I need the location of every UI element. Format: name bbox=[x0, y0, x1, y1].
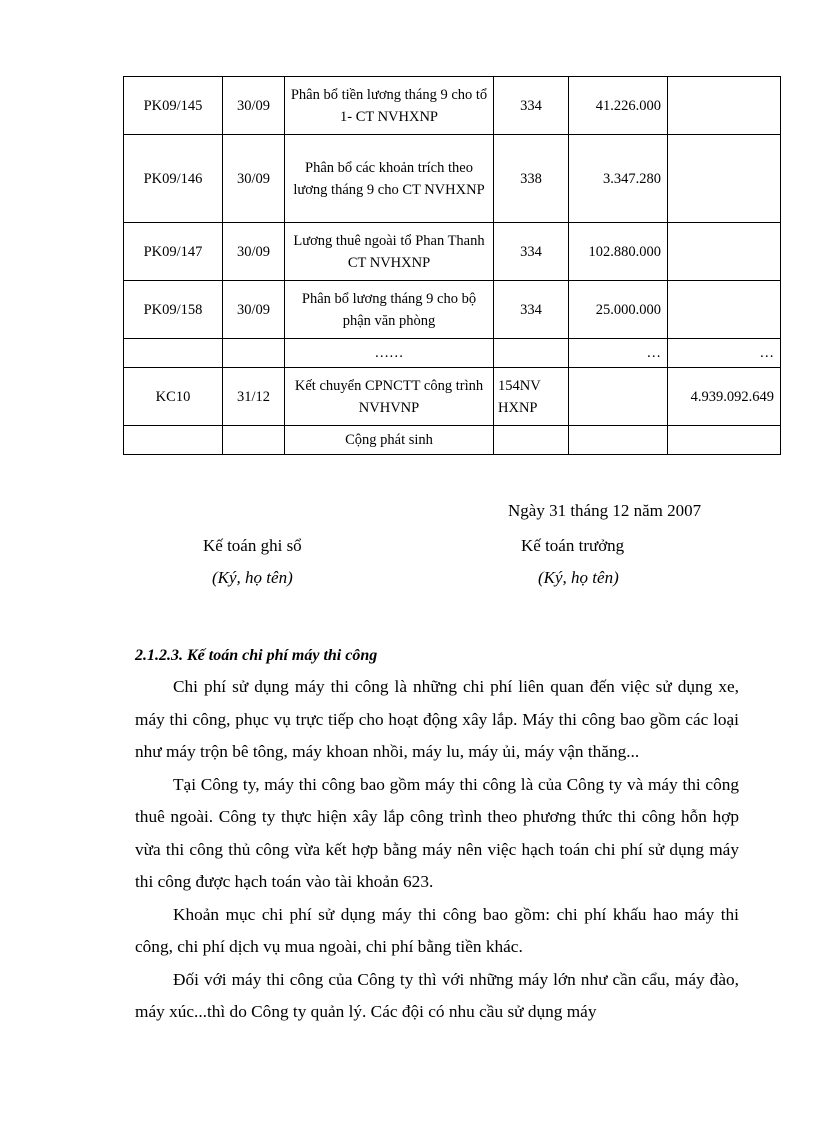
table-row bbox=[124, 281, 781, 339]
description-cell: Cộng phát sinh bbox=[285, 426, 494, 455]
debit-cell: 41.226.000 bbox=[569, 77, 668, 135]
right-signer-note: (Ký, họ tên) bbox=[538, 568, 619, 587]
voucher-cell: PK09/158 bbox=[124, 281, 223, 339]
account-cell: 334 bbox=[494, 77, 569, 135]
date-cell: 30/09 bbox=[223, 223, 285, 281]
date-cell: 31/12 bbox=[223, 368, 285, 426]
paragraph: Chi phí sử dụng máy thi công là những chi phí liên quan đến việc sử dụng xe, máy thi công, phục vụ trực tiếp cho hoạt động xây lắp. Máy thi công bao gồm các loại như máy trộn bê tông, máy khoan nhồi, máy lu, máy ủi, máy vận thăng... bbox=[135, 677, 739, 761]
voucher-cell: PK09/145 bbox=[124, 77, 223, 135]
account-cell: 154NV HXNP bbox=[494, 368, 569, 426]
left-signer-title: Kế toán ghi sổ bbox=[203, 536, 302, 555]
account-cell: 334 bbox=[494, 223, 569, 281]
description-cell: …… bbox=[285, 339, 494, 368]
description-cell: Lương thuê ngoài tổ Phan Thanh CT NVHXNP bbox=[285, 223, 494, 281]
credit-cell bbox=[668, 281, 781, 339]
paragraph: Khoản mục chi phí sử dụng máy thi công bao gồm: chi phí khấu hao máy thi công, chi phí dịch vụ mua ngoài, chi phí bằng tiền khác. bbox=[135, 904, 739, 956]
section-body bbox=[135, 645, 739, 1029]
account-cell bbox=[494, 426, 569, 455]
credit-cell bbox=[668, 426, 781, 455]
section-heading: 2.1.2.3. Kế toán chi phí máy thi công bbox=[135, 647, 378, 664]
voucher-cell bbox=[124, 339, 223, 368]
credit-cell bbox=[668, 223, 781, 281]
left-signer-note: (Ký, họ tên) bbox=[212, 568, 293, 587]
credit-cell bbox=[668, 77, 781, 135]
description-cell: Phân bổ tiền lương tháng 9 cho tổ 1- CT NVHXNP bbox=[285, 77, 494, 135]
date-cell: 30/09 bbox=[223, 281, 285, 339]
date-cell: 30/09 bbox=[223, 77, 285, 135]
right-signer-title: Kế toán trưởng bbox=[521, 536, 625, 555]
date-cell: 30/09 bbox=[223, 135, 285, 223]
credit-cell: … bbox=[668, 339, 781, 368]
debit-cell: … bbox=[569, 339, 668, 368]
ledger-table bbox=[123, 76, 781, 455]
voucher-cell: KC10 bbox=[124, 368, 223, 426]
debit-cell: 3.347.280 bbox=[569, 135, 668, 223]
table-row bbox=[124, 135, 781, 223]
table-row bbox=[124, 368, 781, 426]
debit-cell: 102.880.000 bbox=[569, 223, 668, 281]
table-row bbox=[124, 77, 781, 135]
credit-cell: 4.939.092.649 bbox=[668, 368, 781, 426]
paragraph: Đối với máy thi công của Công ty thì với những máy lớn như cần cẩu, máy đào, máy xúc...thì do Công ty quản lý. Các đội có nhu cầu sử dụng máy bbox=[135, 969, 739, 1021]
account-cell: 334 bbox=[494, 281, 569, 339]
table-row bbox=[124, 339, 781, 368]
table-row bbox=[124, 426, 781, 455]
credit-cell bbox=[668, 135, 781, 223]
voucher-cell: PK09/147 bbox=[124, 223, 223, 281]
table-row bbox=[124, 223, 781, 281]
account-cell: 338 bbox=[494, 135, 569, 223]
voucher-cell bbox=[124, 426, 223, 455]
paragraph: Tại Công ty, máy thi công bao gồm máy thi công là của Công ty và máy thi công thuê ngoài. Công ty thực hiện xây lắp công trình theo phương thức thi công hỗn hợp vừa thi công thủ công vừa kết hợp bằng máy nên việc hạch toán chi phí sử dụng máy thi công được hạch toán vào tài khoản 623. bbox=[135, 774, 739, 891]
debit-cell bbox=[569, 368, 668, 426]
account-cell bbox=[494, 339, 569, 368]
signature-date: Ngày 31 tháng 12 năm 2007 bbox=[508, 501, 702, 520]
debit-cell: 25.000.000 bbox=[569, 281, 668, 339]
date-cell bbox=[223, 339, 285, 368]
description-cell: Phân bổ các khoản trích theo lương tháng 9 cho CT NVHXNP bbox=[285, 135, 494, 223]
debit-cell bbox=[569, 426, 668, 455]
description-cell: Kết chuyển CPNCTT công trình NVHVNP bbox=[285, 368, 494, 426]
description-cell: Phân bổ lương tháng 9 cho bộ phận văn phòng bbox=[285, 281, 494, 339]
voucher-cell: PK09/146 bbox=[124, 135, 223, 223]
date-cell bbox=[223, 426, 285, 455]
